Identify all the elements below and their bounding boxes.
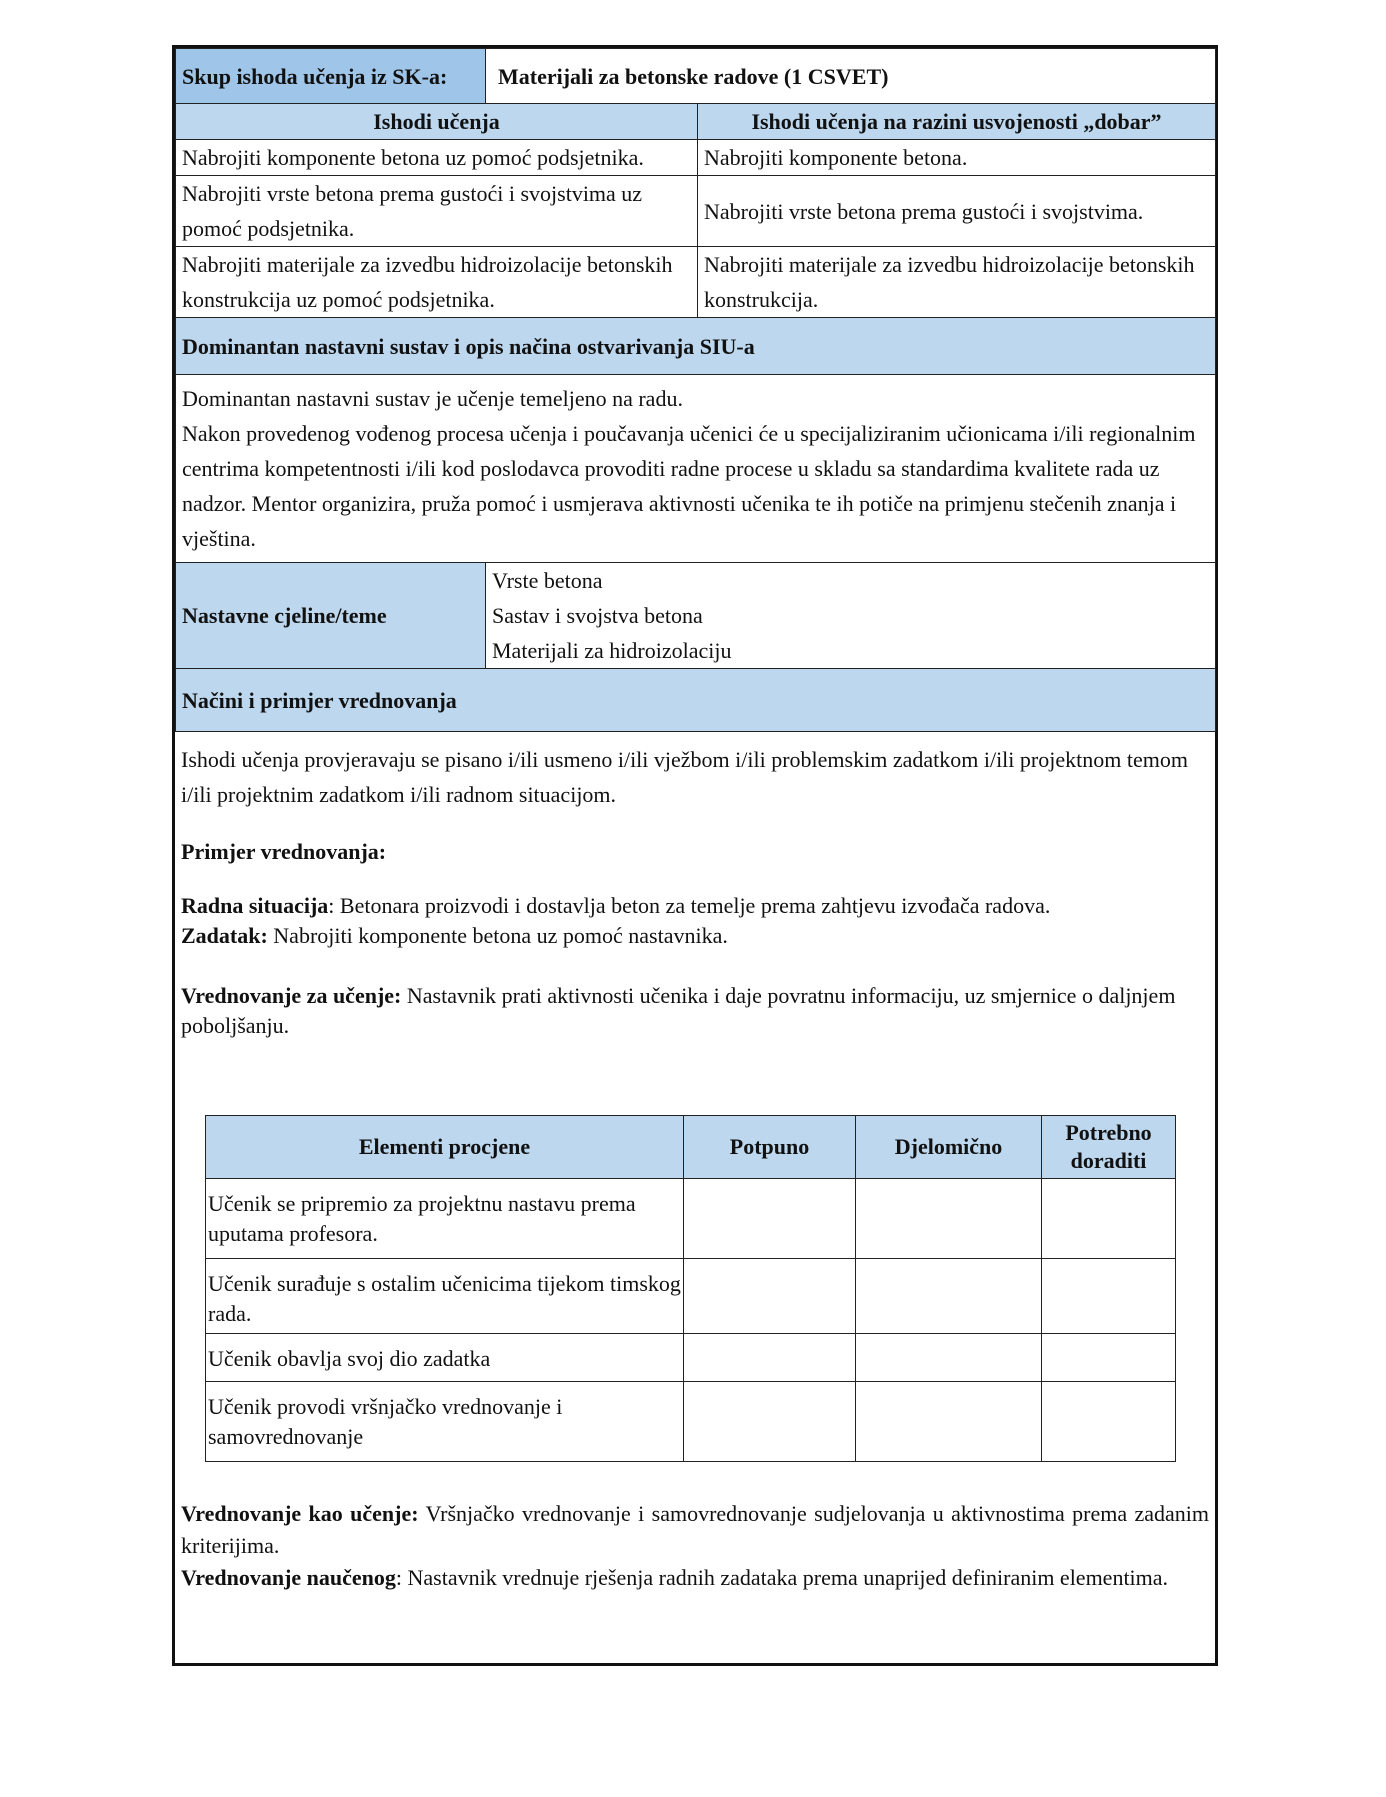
outcome-good-cell: Nabrojiti materijale za izvedbu hidroizolacije betonskih konstrukcija. [698,247,1216,318]
outcome-row [176,140,1216,176]
system-heading-row [176,318,1216,375]
outcome-good-cell: Nabrojiti komponente betona. [698,140,1216,176]
header-title: Materijali za betonske radove (1 CSVET) [486,49,1216,104]
rubric-criterion: Učenik surađuje s ostalim učenicima tijekom timskog rada. [206,1259,684,1334]
rubric-row [206,1259,1176,1334]
outcomes-table [175,48,1216,732]
rubric-table [205,1115,1176,1462]
topics-row [176,563,1216,669]
assessment-for-learning-text: Nastavnik prati aktivnosti učenika i daje povratnu informaciju, uz smjernice o daljnjem poboljšanju. [181,983,1176,1038]
rubric-criterion: Učenik se pripremio za projektnu nastavu prema uputama profesora. [206,1179,684,1259]
outcome-row [176,176,1216,247]
outcome-cell: Nabrojiti materijale za izvedbu hidroizolacije betonskih konstrukcija uz pomoć podsjetnika. [176,247,698,318]
rubric-header-elements: Elementi procjene [206,1116,684,1179]
topic-item: Materijali za hidroizolaciju [492,638,732,663]
outcome-cell: Nabrojiti vrste betona prema gustoći i svojstvima uz pomoć podsjetnika. [176,176,698,247]
work-situation [181,891,1209,921]
header-label: Skup ishoda učenja iz SK-a: [176,49,486,104]
example-heading: Primjer vrednovanja: [181,839,387,864]
rubric-criterion: Učenik provodi vršnjačko vrednovanje i samovrednovanje [206,1382,684,1462]
rubric-checkbox-full[interactable] [684,1334,856,1382]
rubric-checkbox-needs-work[interactable] [1042,1334,1176,1382]
rubric-checkbox-full[interactable] [684,1259,856,1334]
assessment-of-learning [181,1562,1209,1594]
document-page [172,45,1218,1666]
assessment-as-learning-label: Vrednovanje kao učenje: [181,1501,419,1526]
assessment-as-learning-text: Vršnjačko vrednovanje i samovrednovanje sudjelovanja u aktivnostima prema zadanim kriterijima. [181,1501,1210,1558]
topics-label: Nastavne cjeline/teme [176,563,486,669]
rubric-checkbox-partial[interactable] [856,1179,1042,1259]
system-content-row [176,375,1216,563]
assessment-of-learning-label: Vrednovanje naučenog [181,1565,396,1590]
topic-item: Vrste betona [492,568,603,593]
topics-list [486,563,1216,669]
assessment-for-learning [181,981,1209,1041]
task-label: Zadatak: [181,923,268,948]
rubric-row [206,1382,1176,1462]
assessment-as-learning [181,1498,1209,1562]
rubric-header-needs-work: Potrebno doraditi [1042,1116,1176,1179]
rubric-criterion: Učenik obavlja svoj dio zadatka [206,1334,684,1382]
assessment-of-learning-text: : Nastavnik vrednuje rješenja radnih zadataka prema unaprijed definiranim elementima. [395,1565,1169,1590]
outcomes-col2-header: Ishodi učenja na razini usvojenosti „dobar” [698,104,1216,140]
system-heading: Dominantan nastavni sustav i opis načina ostvarivanja SIU-a [176,318,1216,375]
outcomes-header-row [176,104,1216,140]
rubric-checkbox-partial[interactable] [856,1382,1042,1462]
outcomes-col1-header: Ishodi učenja [176,104,698,140]
outcome-good-cell: Nabrojiti vrste betona prema gustoći i svojstvima. [698,176,1216,247]
task-text: Nabrojiti komponente betona uz pomoć nastavnika. [267,923,728,948]
rubric-header-partial: Djelomično [856,1116,1042,1179]
assessment-for-learning-label: Vrednovanje za učenje: [181,983,402,1008]
topic-item: Sastav i svojstva betona [492,603,703,628]
rubric-checkbox-partial[interactable] [856,1334,1042,1382]
system-paragraph-1: Dominantan nastavni sustav je učenje temeljeno na radu. [182,386,683,411]
header-row [176,49,1216,104]
outcome-cell: Nabrojiti komponente betona uz pomoć podsjetnika. [176,140,698,176]
evaluation-intro: Ishodi učenja provjeravaju se pisano i/ili usmeno i/ili vježbom i/ili problemskim zadatkom i/ili projektnom temom i/ili projektnim zadatkom i/ili radnom situacijom. [181,747,1188,807]
rubric-checkbox-full[interactable] [684,1382,856,1462]
system-paragraph-2: Nakon provedenog vođenog procesa učenja i poučavanja učenici će u specijaliziranim učionicama i/ili regionalnim centrima kompetentnosti i/ili kod poslodavca provoditi radne procese u skladu sa standardima kvalitete rada uz nadzor. Mentor organizira, pruža pomoć i usmjerava aktivnosti učenika te ih potiče na primjenu stečenih znanja i vještina. [182,421,1196,551]
evaluation-heading: Načini i primjer vrednovanja [176,669,1216,732]
rubric-header-full: Potpuno [684,1116,856,1179]
rubric-checkbox-partial[interactable] [856,1259,1042,1334]
rubric-checkbox-needs-work[interactable] [1042,1179,1176,1259]
outcome-row [176,247,1216,318]
rubric-row [206,1179,1176,1259]
rubric-header-row [206,1116,1176,1179]
system-content [176,375,1216,563]
evaluation-content [175,732,1215,1041]
rubric-checkbox-needs-work[interactable] [1042,1382,1176,1462]
work-situation-label: Radna situacija [181,893,329,918]
evaluation-heading-row [176,669,1216,732]
evaluation-tail [175,1462,1215,1594]
rubric-checkbox-needs-work[interactable] [1042,1259,1176,1334]
rubric-checkbox-full[interactable] [684,1179,856,1259]
rubric-row [206,1334,1176,1382]
work-situation-text: : Betonara proizvodi i dostavlja beton za temelje prema zahtjevu izvođača radova. [328,893,1051,918]
task [181,921,1209,951]
